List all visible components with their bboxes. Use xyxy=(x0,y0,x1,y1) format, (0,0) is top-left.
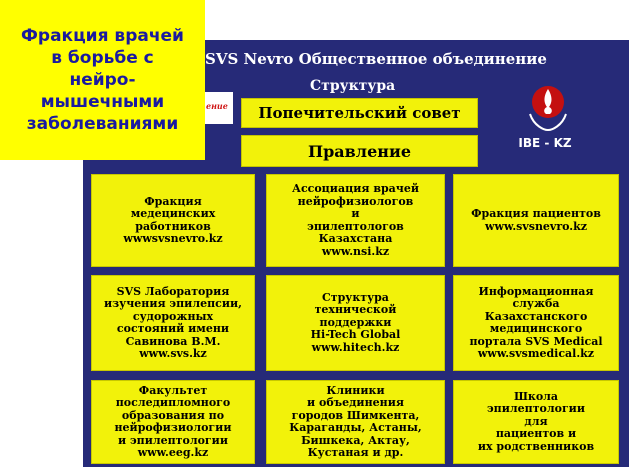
org-box: SVS Лаборатория изучения эпилепсии, судорожных состояний имени Савинова В.М. www.svs.kz xyxy=(91,275,255,371)
callout-label: Фракция врачей в борьбе с нейро- мышечными заболеваниями xyxy=(0,0,205,160)
slide-subtitle: Структура xyxy=(310,78,396,94)
org-box: Клиники и объединения городов Шимкента, Караганды, Астаны, Бишкека, Актау, Кустаная и др. xyxy=(266,380,445,464)
org-box: Ассоциация врачей нейрофизиологов и эпилептологов Казахстана www.nsi.kz xyxy=(266,174,445,267)
org-box: Фракция медецинских работников wwwsvsnevro.kz xyxy=(91,174,255,267)
ibe-kz-label: IBE - KZ xyxy=(518,136,572,150)
management-box xyxy=(241,135,478,167)
ibe-kz-logo xyxy=(500,84,590,154)
org-box: Школа эпилептологии для пациентов и их родственников xyxy=(453,380,619,464)
management-label: Правление xyxy=(308,141,411,161)
partial-logo-text: ение xyxy=(206,101,228,111)
org-box: Фракция пациентов www.svsnevro.kz xyxy=(453,174,619,267)
board-box xyxy=(241,98,478,128)
org-box: Информационная служба Казахстанского медицинского портала SVS Medical www.svsmedical.kz xyxy=(453,275,619,371)
org-box: Структура технической поддержки Hi-Tech Global www.hitech.kz xyxy=(266,275,445,371)
board-label: Попечительский совет xyxy=(258,104,461,122)
slide-title: SVS Nevro Общественное объединение xyxy=(205,50,547,68)
flame-icon xyxy=(500,84,590,140)
org-box: Факультет последипломного образования по нейрофизиологии и эпилептологии www.eeg.kz xyxy=(91,380,255,464)
partial-logo xyxy=(205,92,233,124)
